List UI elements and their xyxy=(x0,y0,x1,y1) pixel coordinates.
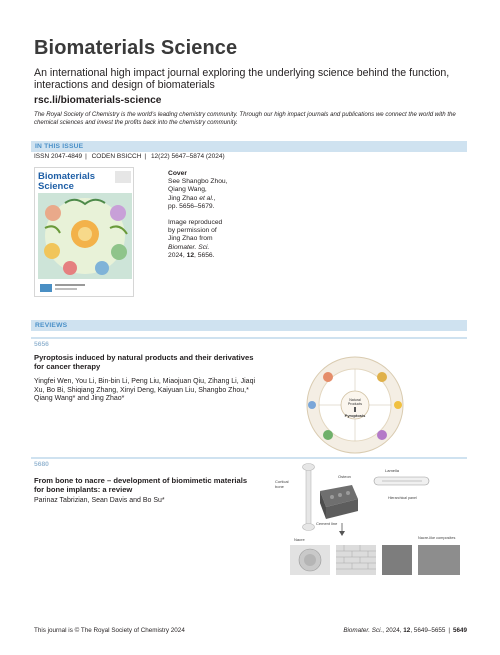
cover-repro-cite: 2024, 12, 5656. xyxy=(168,251,215,259)
article-authors: Yingfei Wen, You Li, Bin-bin Li, Peng Liu, Miaojuan Qiu, Zihang Li, Jiaqi Xu, Bo Bi, Shiqiang Zhang, Xinyi Deng, Kaiyuan Liu, Shangbo Zhou,* Qiang Wang* and Jing Zhao* xyxy=(34,378,256,403)
cover-title-1: Biomaterials xyxy=(38,171,96,182)
rsc-blurb: The Royal Society of Chemistry is the world’s leading chemistry community. Through our high impact journals and publications we connect the world with the chemical sciences and invest the profits back into the chemistry community. xyxy=(34,111,456,126)
article-page-number: 5656 xyxy=(34,341,49,348)
article-authors: Parinaz Tabrizian, Sean Davis and Bo Su* xyxy=(34,497,165,504)
pyroptosis-wheel xyxy=(300,355,410,455)
cover-repro-2: by permission of xyxy=(168,227,217,235)
cover-illustration xyxy=(35,168,134,297)
label-osteon: Osteon xyxy=(338,474,351,479)
cover-see-2: Qiang Wang, xyxy=(168,186,207,194)
article-title[interactable]: Pyroptosis induced by natural products and their derivatives for cancer therapy xyxy=(34,353,254,372)
article-divider xyxy=(31,457,467,459)
bone-nacre-diagram xyxy=(270,463,470,593)
graphic-center-1: Natural xyxy=(349,398,361,402)
label-cortical: Cortical xyxy=(275,479,289,484)
footer-copyright: This journal is © The Royal Society of Chemistry 2024 xyxy=(34,627,185,634)
article-page-number: 5680 xyxy=(34,461,49,468)
footer-journal: Biomater. Sci. xyxy=(343,627,383,634)
volume-pages: 12(22) 5647–5874 (2024) xyxy=(150,153,225,160)
article-graphic-bone-nacre xyxy=(270,463,470,593)
article-title[interactable]: From bone to nacre – development of biomimetic materials for bone implants: a review xyxy=(34,476,248,495)
cover-image[interactable] xyxy=(34,167,134,297)
footer-citation: Biomater. Sci., 2024, 12, 5649–5655 | 5649 xyxy=(343,627,467,634)
reviews-bar: REVIEWS xyxy=(31,320,467,331)
cover-repro-1: Image reproduced xyxy=(168,219,223,227)
journal-description: An international high impact journal exploring the underlying science behind the function, interactions and design of biomaterials xyxy=(34,67,450,92)
label-nacre-comp: Nacre-like composites xyxy=(418,536,456,540)
article-graphic-pyroptosis xyxy=(300,355,410,455)
label-bone: bone xyxy=(275,484,284,489)
issn-line: ISSN 2047-4849 | CODEN BSICCH | 12(22) 5647–5874 (2024) xyxy=(34,153,225,160)
cover-label: Cover xyxy=(168,170,187,177)
label-cement: Cement line xyxy=(316,521,338,526)
cover-repro-journal: Biomater. Sci. xyxy=(168,243,210,251)
label-nacre: Nacre xyxy=(294,537,305,542)
cover-title-2: Science xyxy=(38,181,74,192)
footer-page-number: 5649 xyxy=(452,627,467,634)
coden: CODEN BSICCH xyxy=(91,153,142,160)
graphic-center-3: Pyroptosis xyxy=(344,413,366,418)
journal-title: Biomaterials Science xyxy=(34,37,238,59)
label-plate: Hierarchical panel xyxy=(388,496,417,500)
article-divider xyxy=(31,337,467,339)
cover-repro-3: Jing Zhao from xyxy=(168,235,213,243)
cover-see-3: Jing Zhao et al., xyxy=(168,194,216,202)
cover-caption xyxy=(168,170,248,260)
issn: ISSN 2047-4849 xyxy=(34,153,83,160)
journal-url[interactable]: rsc.li/biomaterials-science xyxy=(34,95,162,106)
cover-see-1: See Shangbo Zhou, xyxy=(168,178,228,186)
label-lamella: Lamella xyxy=(385,468,400,473)
cover-see-pages[interactable]: pp. 5656–5679. xyxy=(168,202,215,210)
in-this-issue-bar: IN THIS ISSUE xyxy=(31,141,467,152)
graphic-center-2: Products xyxy=(347,402,363,406)
